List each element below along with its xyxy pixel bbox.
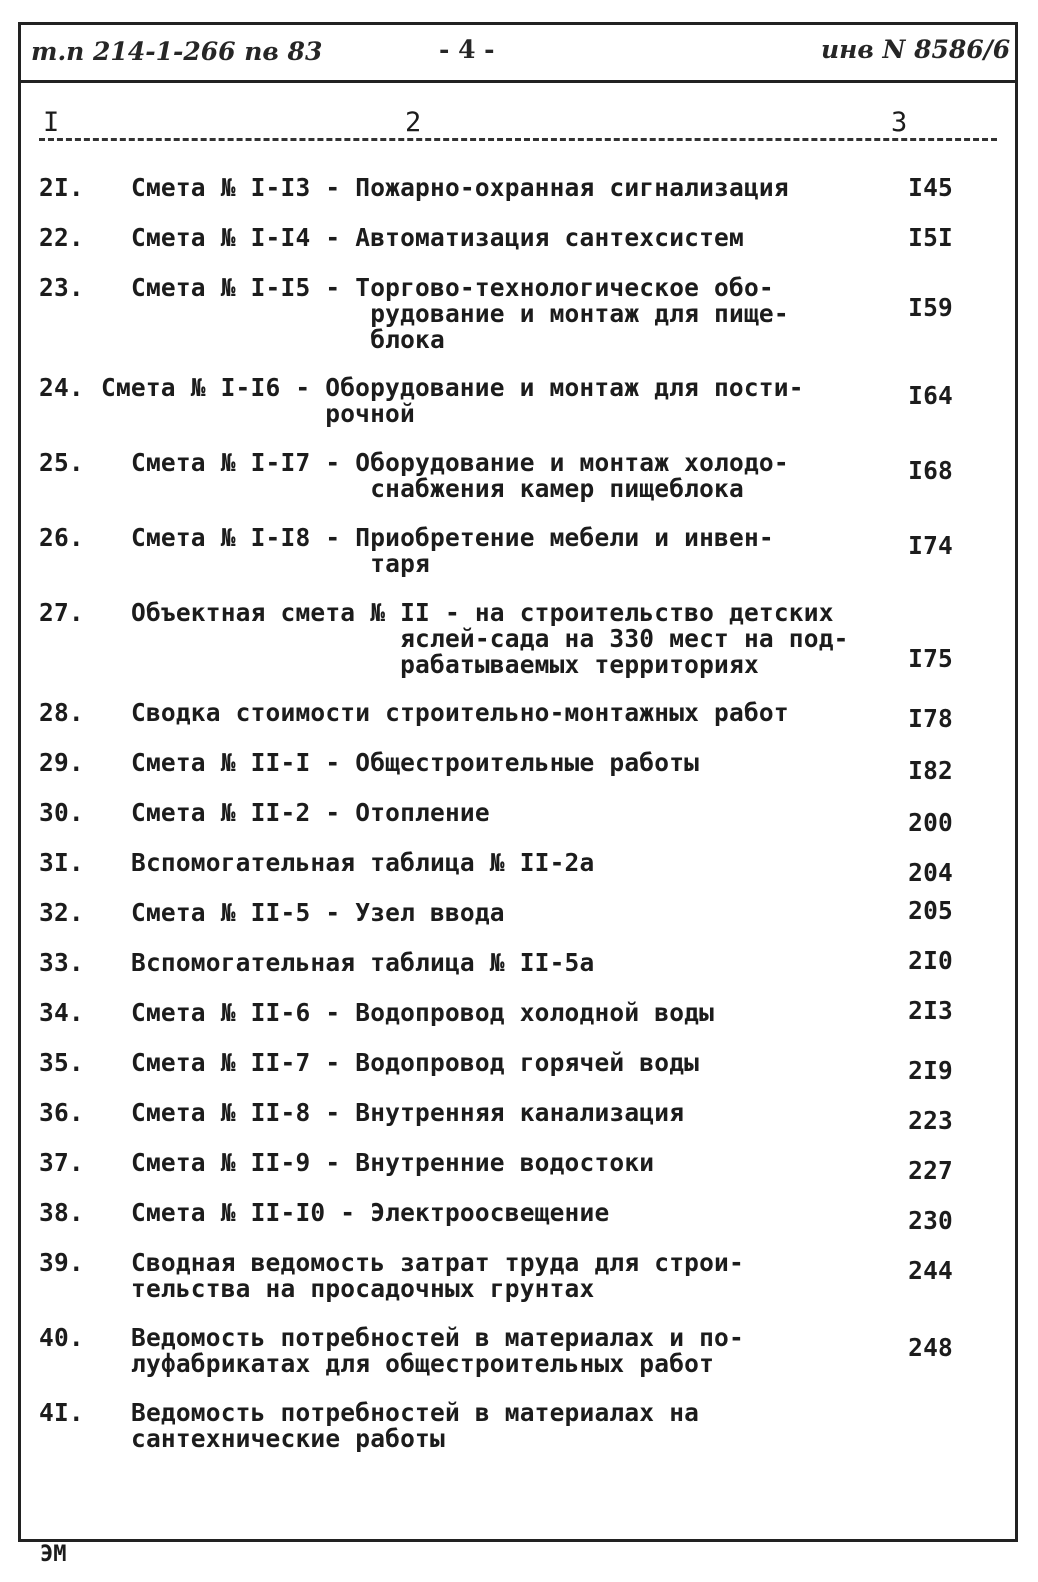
item-number: 40. [39,1323,84,1352]
item-page: I74 [908,531,953,560]
item-number: 28. [39,698,84,727]
item-number: 27. [39,598,84,627]
item-title-line: Смета № I-I7 - Оборудование и монтаж холодо- [131,448,789,477]
item-page: I82 [908,756,953,785]
item-number: 38. [39,1198,84,1227]
column-3-label: 3 [891,107,908,138]
item-page: I5I [908,223,953,252]
item-title-line: Вспомогательная таблица № II-2а [131,848,595,877]
item-title [101,375,821,427]
item-page: 2I9 [908,1056,953,1085]
item-page: 230 [908,1206,953,1235]
item-page: I75 [908,644,953,673]
item-number: 34. [39,998,84,1027]
item-number: 26. [39,523,84,552]
item-page: I64 [908,381,953,410]
item-title-line: рабатываемых территориях [131,650,759,679]
item-title-line: снабжения камер пищеблока [131,474,744,503]
item-title [131,1400,851,1452]
column-header [21,107,1015,147]
item-title [131,950,851,976]
item-number: 25. [39,448,84,477]
item-number: 36. [39,1098,84,1127]
item-title-line: Смета № I-I3 - Пожарно-охранная сигнализация [131,173,789,202]
item-title-line: Смета № II-8 - Внутренняя канализация [131,1098,685,1127]
item-title-line: Смета № I-I5 - Торгово-технологическое обо- [131,273,774,302]
item-title [131,450,851,502]
item-title-line: Смета № II-9 - Внутренние водостоки [131,1148,655,1177]
item-page: I45 [908,173,953,202]
item-page: 248 [908,1333,953,1362]
item-title [131,1200,851,1226]
page-number: - 4 - [439,35,495,64]
item-page: 223 [908,1106,953,1135]
item-number: 32. [39,898,84,927]
item-title-line: Объектная смета № II - на строительство детских [131,598,834,627]
item-title-line: Смета № II-5 - Узел ввода [131,898,505,927]
item-number: 4I. [39,1398,84,1427]
item-title [131,525,851,577]
item-title-line: Ведомость потребностей в материалах и по- [131,1323,744,1352]
column-1-label: I [43,107,60,138]
item-number: 35. [39,1048,84,1077]
item-page: 244 [908,1256,953,1285]
item-number: 2I. [39,173,84,202]
item-title-line: Смета № I-I4 - Автоматизация сантехсистем [131,223,744,252]
item-title-line: Вспомогательная таблица № II-5а [131,948,595,977]
item-page: 200 [908,808,953,837]
footer-mark: ЭМ [40,1542,67,1567]
item-title-line: рочной [101,399,415,428]
item-title [131,175,851,201]
item-title [131,1050,851,1076]
item-page: 2I3 [908,996,953,1025]
item-number: 24. [39,373,84,402]
item-title-line: Ведомость потребностей в материалах на [131,1398,700,1427]
item-title-line: Смета № I-I6 - Оборудование и монтаж для пости- [101,373,804,402]
item-title-line: таря [131,549,431,578]
inventory-number: инв N 8586/6 [821,35,1011,64]
item-title-line: рудование и монтаж для пище- [131,299,789,328]
item-number: 22. [39,223,84,252]
item-title-line: Смета № II-2 - Отопление [131,798,490,827]
item-title [131,900,851,926]
item-title [131,1000,851,1026]
item-number: 37. [39,1148,84,1177]
item-title-line: Сводка стоимости строительно-монтажных работ [131,698,789,727]
item-title-line: Сводная ведомость затрат труда для строи- [131,1248,744,1277]
item-title-line: Смета № II-6 - Водопровод холодной воды [131,998,715,1027]
item-title-line: Смета № I-I8 - Приобретение мебели и инвен- [131,523,774,552]
item-title-line: сантехнические работы [131,1424,445,1453]
item-title [131,600,851,678]
item-page: 2I0 [908,946,953,975]
item-page: 205 [908,896,953,925]
item-title [131,275,851,353]
item-number: 30. [39,798,84,827]
item-number: 29. [39,748,84,777]
item-title [131,1250,851,1302]
item-title-line: Смета № II-I - Общестроительные работы [131,748,700,777]
item-title-line: блока [131,325,445,354]
drawing-code: т.п 214-1-266 пв 83 [31,37,323,66]
item-title [131,800,851,826]
item-page: 227 [908,1156,953,1185]
item-page: I59 [908,293,953,322]
item-title [131,1100,851,1126]
item-title-line: яслей-сада на 330 мест на под- [131,624,849,653]
item-title-line: луфабрикатах для общестроительных работ [131,1349,715,1378]
item-number: 3I. [39,848,84,877]
item-number: 23. [39,273,84,302]
item-title [131,1150,851,1176]
item-page: I68 [908,456,953,485]
item-number: 33. [39,948,84,977]
item-title [131,700,851,726]
document-sheet [18,22,1018,1542]
header-dashed-rule [39,138,997,141]
item-page: I78 [908,704,953,733]
item-title [131,1325,851,1377]
item-title [131,750,851,776]
item-title [131,850,851,876]
column-2-label: 2 [405,107,422,138]
item-title [131,225,851,251]
item-title-line: Смета № II-I0 - Электроосвещение [131,1198,610,1227]
item-title-line: тельства на просадочных грунтах [131,1274,595,1303]
title-stamp [21,25,1015,83]
item-number: 39. [39,1248,84,1277]
item-title-line: Смета № II-7 - Водопровод горячей воды [131,1048,700,1077]
item-page: 204 [908,858,953,887]
